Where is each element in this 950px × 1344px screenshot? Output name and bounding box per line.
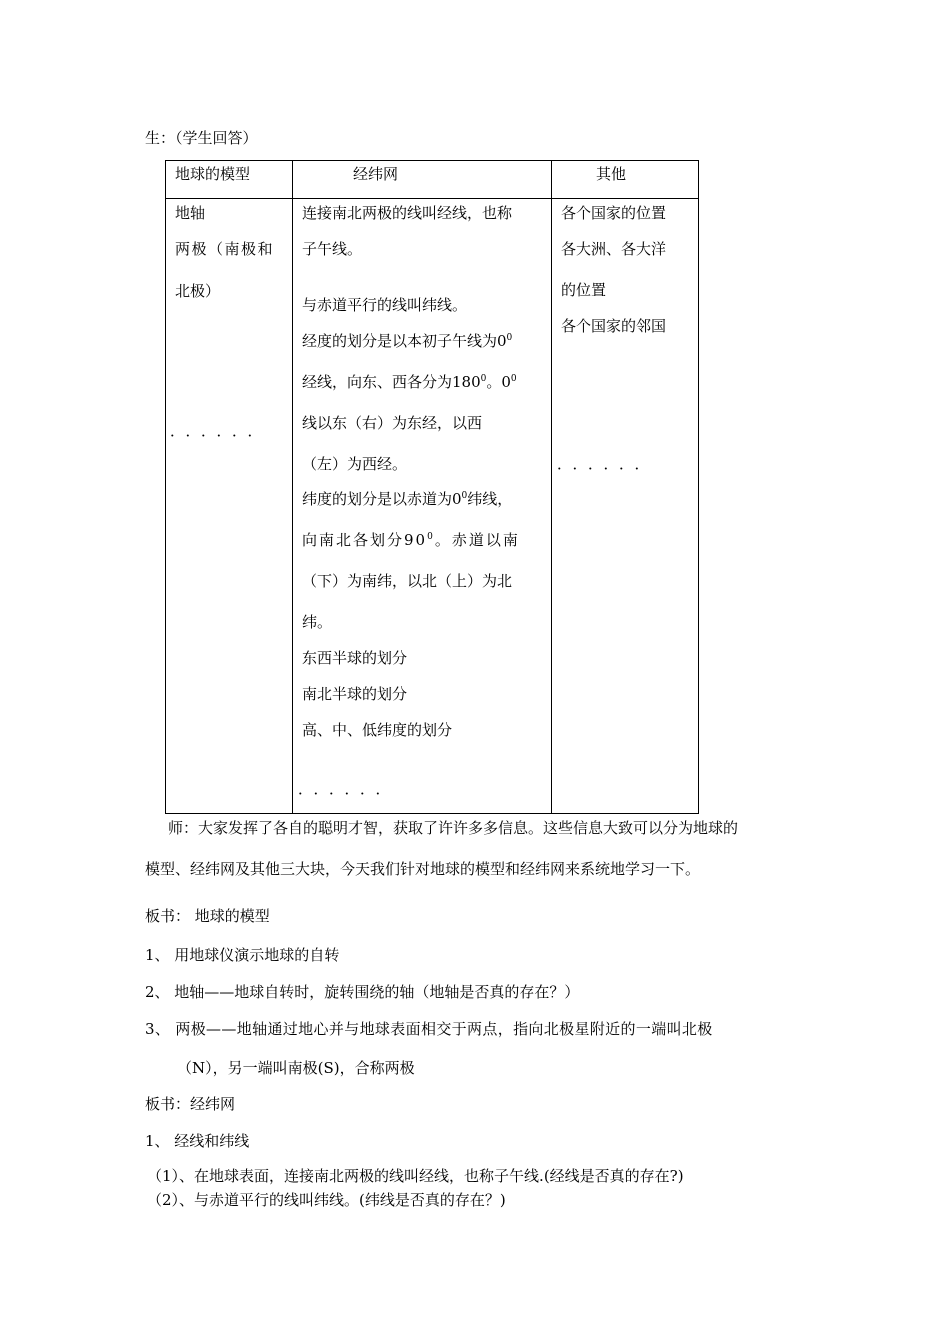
cell-text: 子午线。	[302, 240, 363, 258]
cell-model	[166, 199, 293, 814]
cell-text: 各大洲、各大洋	[561, 240, 667, 258]
list-item: 2、 地轴——地球自转时，旋转围绕的轴（地轴是否真的存在？）	[145, 983, 580, 1001]
cell-text: 的位置	[561, 281, 607, 299]
cell-text: 与赤道平行的线叫纬线。	[302, 296, 468, 314]
header-cell-model: 地球的模型	[166, 161, 293, 199]
cell-text: 各个国家的邻国	[561, 317, 667, 335]
cell-text: 经度的划分是以本初子午线为$0^0$	[302, 332, 513, 350]
board-title: 板书： 地球的模型	[145, 907, 270, 925]
list-item: （2）、与赤道平行的线叫纬线。(纬线是否真的存在？)	[147, 1191, 506, 1209]
cell-other	[552, 199, 699, 814]
cell-text: 地轴	[175, 204, 206, 222]
cell-text: 两极（南极和	[175, 240, 275, 258]
teacher-line: 模型、经纬网及其他三大块，今天我们针对地球的模型和经纬网来系统地学习一下。	[145, 860, 701, 878]
cell-ellipsis: ．．．．．．	[170, 422, 271, 440]
header-cell-other: 其他	[552, 161, 699, 199]
cell-text: 南北半球的划分	[302, 685, 408, 703]
cell-text: （左）为西经。	[302, 455, 408, 473]
cell-text: 纬度的划分是以赤道为$0^0$纬线，	[302, 490, 513, 508]
cell-text: 线以东（右）为东经，以西	[302, 414, 483, 432]
cell-text: 东西半球的划分	[302, 649, 408, 667]
cell-ellipsis: ．．．．．．	[298, 780, 399, 798]
teacher-line: 师：大家发挥了各自的聪明才智，获取了许许多多信息。这些信息大致可以分为地球的	[168, 819, 739, 837]
list-item: 1、 用地球仪演示地球的自转	[145, 946, 340, 964]
list-item: （1）、在地球表面，连接南北两极的线叫经线，也称子午线.(经线是否真的存在?)	[147, 1167, 684, 1185]
cell-text: 向南北各划分$90^0$。赤道以南	[302, 531, 520, 549]
list-item: 3、 两极——地轴通过地心并与地球表面相交于两点，指向北极星附近的一端叫北极	[145, 1020, 713, 1038]
list-item: （N），另一端叫南极(S)，合称两极	[177, 1059, 415, 1077]
cell-text: 经线，向东、西各分为$180^0$。$0^0$	[302, 373, 517, 391]
cell-text: （下）为南纬，以北（上）为北	[302, 572, 513, 590]
cell-text: 北极）	[175, 282, 221, 300]
list-item: 1、 经线和纬线	[145, 1132, 250, 1150]
header-cell-grid: 经纬网	[293, 161, 552, 199]
table-header-row	[166, 161, 699, 199]
table-body-row	[166, 199, 699, 814]
cell-grid	[293, 199, 552, 814]
cell-text: 连接南北两极的线叫经线，也称	[302, 204, 513, 222]
board-title: 板书：经纬网	[145, 1095, 236, 1113]
cell-text: 各个国家的位置	[561, 204, 667, 222]
cell-text: 纬。	[302, 613, 333, 631]
intro-line: 生：（学生回答）	[145, 129, 258, 147]
comparison-table	[165, 160, 699, 814]
cell-ellipsis: ．．．．．．	[557, 455, 658, 473]
cell-text: 高、中、低纬度的划分	[302, 721, 453, 739]
